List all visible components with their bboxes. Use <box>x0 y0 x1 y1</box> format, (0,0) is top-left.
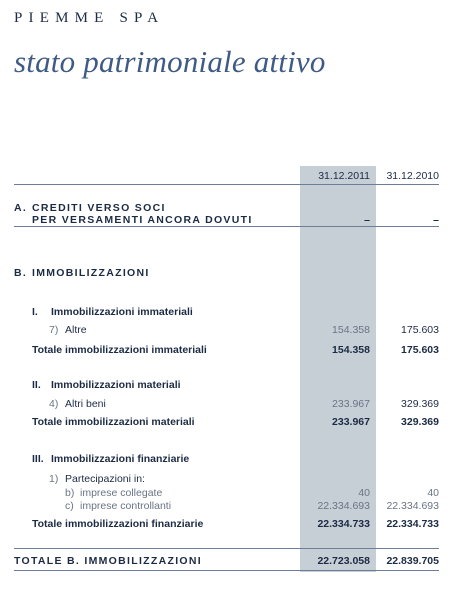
imm-item-label: Altre <box>65 324 87 336</box>
mat-item-label: Altri beni <box>65 398 106 410</box>
fin-sub-b-2011: 40 <box>358 487 370 499</box>
section-b-title: IMMOBILIZZAZIONI <box>32 267 150 279</box>
fin-sub-b-2010: 40 <box>427 487 439 499</box>
imm-title: Immobilizzazioni immateriali <box>51 306 193 318</box>
grand-total-top-rule <box>14 548 439 549</box>
fin-title: Immobilizzazioni finanziarie <box>51 453 190 465</box>
imm-total-2010: 175.603 <box>401 344 439 356</box>
imm-item-number: 7) <box>49 324 59 336</box>
imm-item-2010: 175.603 <box>401 324 439 336</box>
imm-total-label: Totale immobilizzazioni immateriali <box>32 344 207 356</box>
mat-item-number: 4) <box>49 398 59 410</box>
grand-total-2011: 22.723.058 <box>317 555 370 567</box>
fin-item-label: Partecipazioni in: <box>65 473 145 485</box>
mat-total-2010: 329.369 <box>401 416 439 428</box>
section-a-title-line1: CREDITI VERSO SOCI <box>32 202 166 214</box>
page-title: stato patrimoniale attivo <box>14 44 326 79</box>
fin-sub-c-letter: c) <box>65 500 74 512</box>
fin-sub-b-letter: b) <box>65 487 75 499</box>
fin-total-label: Totale immobilizzazioni finanziarie <box>32 518 204 530</box>
fin-total-2010: 22.334.733 <box>386 518 439 530</box>
mat-item-2011: 233.967 <box>332 398 370 410</box>
company-name: PIEMME SPA <box>14 10 165 26</box>
mat-numeral: II. <box>32 379 41 391</box>
imm-total-2011: 154.358 <box>332 344 370 356</box>
section-b-letter: B. <box>14 267 28 279</box>
grand-total-2010: 22.839.705 <box>386 555 439 567</box>
grand-total-bottom-rule <box>14 570 439 571</box>
section-a-rule <box>14 226 439 227</box>
imm-item-2011: 154.358 <box>332 324 370 336</box>
section-a-letter: A. <box>14 202 28 214</box>
fin-sub-c-label: imprese controllanti <box>80 500 172 512</box>
section-a-value-2011: – <box>364 214 370 226</box>
fin-sub-c-2011: 22.334.693 <box>317 500 370 512</box>
mat-title: Immobilizzazioni materiali <box>51 379 181 391</box>
fin-sub-b-label: imprese collegate <box>80 487 163 499</box>
header-rule <box>14 184 439 185</box>
mat-total-label: Totale immobilizzazioni materiali <box>32 416 195 428</box>
grand-total-label: TOTALE B. IMMOBILIZZAZIONI <box>14 555 202 567</box>
column-header-2011: 31.12.2011 <box>318 170 370 182</box>
section-a-title-line2: PER VERSAMENTI ANCORA DOVUTI <box>32 214 253 226</box>
column-header-2010: 31.12.2010 <box>386 170 439 182</box>
fin-item-number: 1) <box>49 473 59 485</box>
imm-numeral: I. <box>32 306 38 318</box>
mat-total-2011: 233.967 <box>332 416 370 428</box>
mat-item-2010: 329.369 <box>401 398 439 410</box>
section-a-value-2010: – <box>433 214 439 226</box>
fin-numeral: III. <box>32 453 44 465</box>
fin-total-2011: 22.334.733 <box>317 518 370 530</box>
fin-sub-c-2010: 22.334.693 <box>386 500 439 512</box>
